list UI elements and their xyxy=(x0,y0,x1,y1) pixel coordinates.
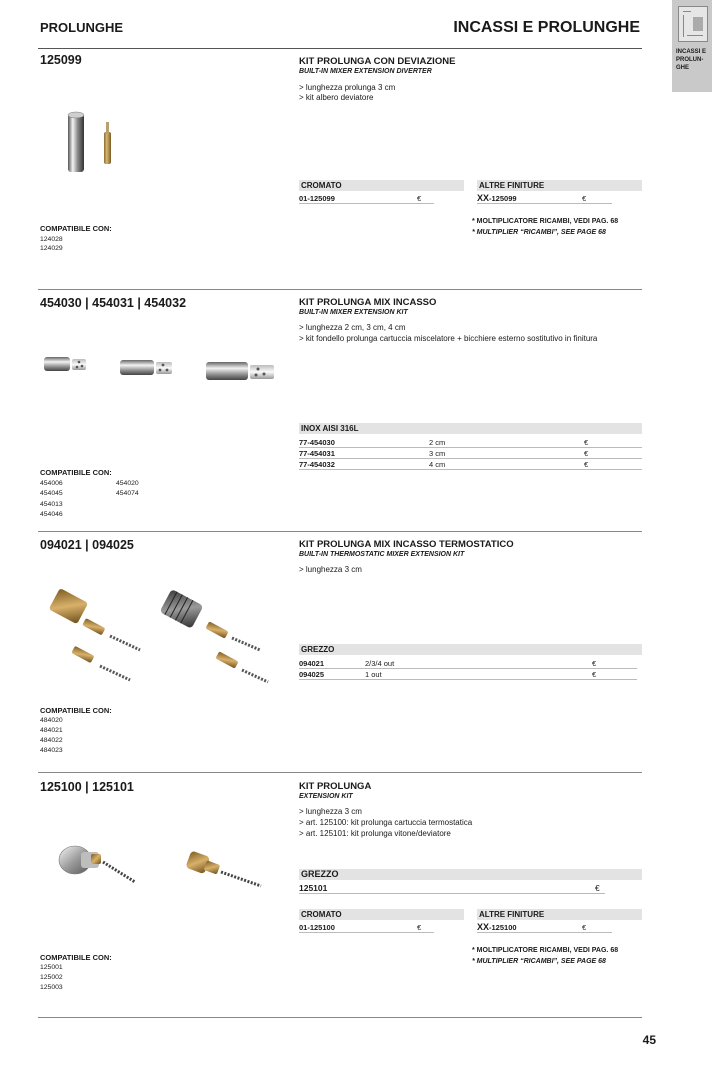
compat-item: 124028 xyxy=(40,236,63,243)
multiplier-note-en: * MULTIPLIER “RICAMBI”, SEE PAGE 68 xyxy=(472,958,606,965)
compat-item: 125001 xyxy=(40,964,63,971)
price-euro: € xyxy=(584,438,589,447)
multiplier-note: * MOLTIPLICATORE RICAMBI, VEDI PAG. 68 xyxy=(472,218,619,225)
product-feature: > kit albero deviatore xyxy=(299,93,374,102)
article-code: 77-454032 xyxy=(299,460,335,469)
table-header: CROMATO xyxy=(299,180,464,191)
compat-item: 454020 xyxy=(116,480,139,487)
size-value: 4 cm xyxy=(429,460,446,469)
product-title: KIT PROLUNGA MIX INCASSO xyxy=(299,297,437,308)
page-number: 45 xyxy=(642,1033,656,1047)
compat-item: 484021 xyxy=(40,727,63,734)
chapter-tab[interactable] xyxy=(672,0,712,92)
article-code: -125099 xyxy=(489,194,517,203)
table-row xyxy=(299,437,642,448)
product-code: 125100 | 125101 xyxy=(40,780,134,794)
header-divider xyxy=(38,48,642,49)
compat-item: 124029 xyxy=(40,245,63,252)
product-subtitle: BUILT-IN THERMOSTATIC MIXER EXTENSION KIT xyxy=(299,551,465,558)
section-divider xyxy=(38,772,642,773)
table-row xyxy=(299,459,642,470)
compat-item: 484023 xyxy=(40,747,63,754)
compat-item: 454046 xyxy=(40,511,63,518)
outlets-value: 2/3/4 out xyxy=(365,659,395,668)
table-header: CROMATO xyxy=(299,909,464,920)
product-subtitle: BUILT-IN MIXER EXTENSION KIT xyxy=(299,309,408,316)
table-row xyxy=(477,922,612,933)
product-feature: > lunghezza 3 cm xyxy=(299,565,362,574)
compat-title: COMPATIBILE CON: xyxy=(40,706,112,715)
product-image-454030 xyxy=(42,350,282,390)
article-code: 01-125099 xyxy=(299,194,335,203)
compat-title: COMPATIBILE CON: xyxy=(40,953,112,962)
compat-item: 125002 xyxy=(40,974,63,981)
table-header: INOX AISI 316L xyxy=(299,423,642,434)
product-image-125099 xyxy=(60,108,130,178)
table-row xyxy=(299,922,434,933)
product-feature: > kit fondello prolunga cartuccia miscelatore + bicchiere esterno sostitutivo in finitura xyxy=(299,334,598,343)
section-divider xyxy=(38,289,642,290)
compat-item: 454013 xyxy=(40,501,63,508)
compat-title: COMPATIBILE CON: xyxy=(40,224,112,233)
article-code: 77-454030 xyxy=(299,438,335,447)
product-image-094021 xyxy=(42,588,282,693)
product-image-125100 xyxy=(55,838,275,898)
product-code: 094021 | 094025 xyxy=(40,538,134,552)
table-row xyxy=(299,448,642,459)
price-euro: € xyxy=(417,194,422,203)
product-subtitle: EXTENSION KIT xyxy=(299,793,353,800)
price-euro: € xyxy=(592,670,597,679)
multiplier-note-en: * MULTIPLIER “RICAMBI”, SEE PAGE 68 xyxy=(472,229,606,236)
compat-item: 125003 xyxy=(40,984,63,991)
table-header: GREZZO xyxy=(299,869,642,880)
outlets-value: 1 out xyxy=(365,670,382,679)
finish-prefix: XX xyxy=(477,193,490,203)
table-row xyxy=(299,669,637,680)
product-title: KIT PROLUNGA xyxy=(299,781,372,792)
table-header: GREZZO xyxy=(299,644,642,655)
section-divider xyxy=(38,531,642,532)
product-feature: > lunghezza 3 cm xyxy=(299,807,362,816)
product-feature: > lunghezza prolunga 3 cm xyxy=(299,83,396,92)
article-code: -125100 xyxy=(489,923,517,932)
article-code: 094025 xyxy=(299,670,325,679)
price-euro: € xyxy=(417,923,422,932)
compat-item: 454045 xyxy=(40,490,63,497)
product-subtitle: BUILT-IN MIXER EXTENSION DIVERTER xyxy=(299,68,432,75)
price-euro: € xyxy=(582,923,587,932)
article-code: 125101 xyxy=(299,883,328,893)
page-title: INCASSI E PROLUNGHE xyxy=(453,19,640,36)
product-title: KIT PROLUNGA MIX INCASSO TERMOSTATICO xyxy=(299,539,514,550)
section-title: PROLUNGHE xyxy=(40,20,124,35)
price-euro: € xyxy=(584,449,589,458)
product-code: 125099 xyxy=(40,53,82,67)
compat-item: 454006 xyxy=(40,480,63,487)
product-feature: > lunghezza 2 cm, 3 cm, 4 cm xyxy=(299,323,406,332)
table-row xyxy=(299,883,605,894)
article-code: 01-125100 xyxy=(299,923,335,932)
price-euro: € xyxy=(595,883,600,893)
table-row xyxy=(299,193,434,204)
product-feature: > art. 125100: kit prolunga cartuccia termostatica xyxy=(299,818,473,827)
price-euro: € xyxy=(582,194,587,203)
compat-item: 484020 xyxy=(40,717,63,724)
price-euro: € xyxy=(592,659,597,668)
product-title: KIT PROLUNGA CON DEVIAZIONE xyxy=(299,56,456,67)
chapter-tab-label: INCASSI E PROLUN-GHE xyxy=(676,49,707,71)
table-header: ALTRE FINITURE xyxy=(477,909,642,920)
section-divider xyxy=(38,1017,642,1018)
size-value: 2 cm xyxy=(429,438,446,447)
size-value: 3 cm xyxy=(429,449,446,458)
compat-title: COMPATIBILE CON: xyxy=(40,468,112,477)
table-header: ALTRE FINITURE xyxy=(477,180,642,191)
multiplier-note: * MOLTIPLICATORE RICAMBI, VEDI PAG. 68 xyxy=(472,947,619,954)
product-code: 454030 | 454031 | 454032 xyxy=(40,296,187,310)
chapter-tab-icon xyxy=(678,6,708,42)
compat-item: 454074 xyxy=(116,490,139,497)
price-euro: € xyxy=(584,460,589,469)
compat-item: 484022 xyxy=(40,737,63,744)
product-feature: > art. 125101: kit prolunga vitone/deviatore xyxy=(299,829,451,838)
finish-prefix: XX xyxy=(477,922,490,932)
table-row xyxy=(477,193,612,204)
table-row xyxy=(299,658,637,669)
article-code: 77-454031 xyxy=(299,449,335,458)
article-code: 094021 xyxy=(299,659,325,668)
